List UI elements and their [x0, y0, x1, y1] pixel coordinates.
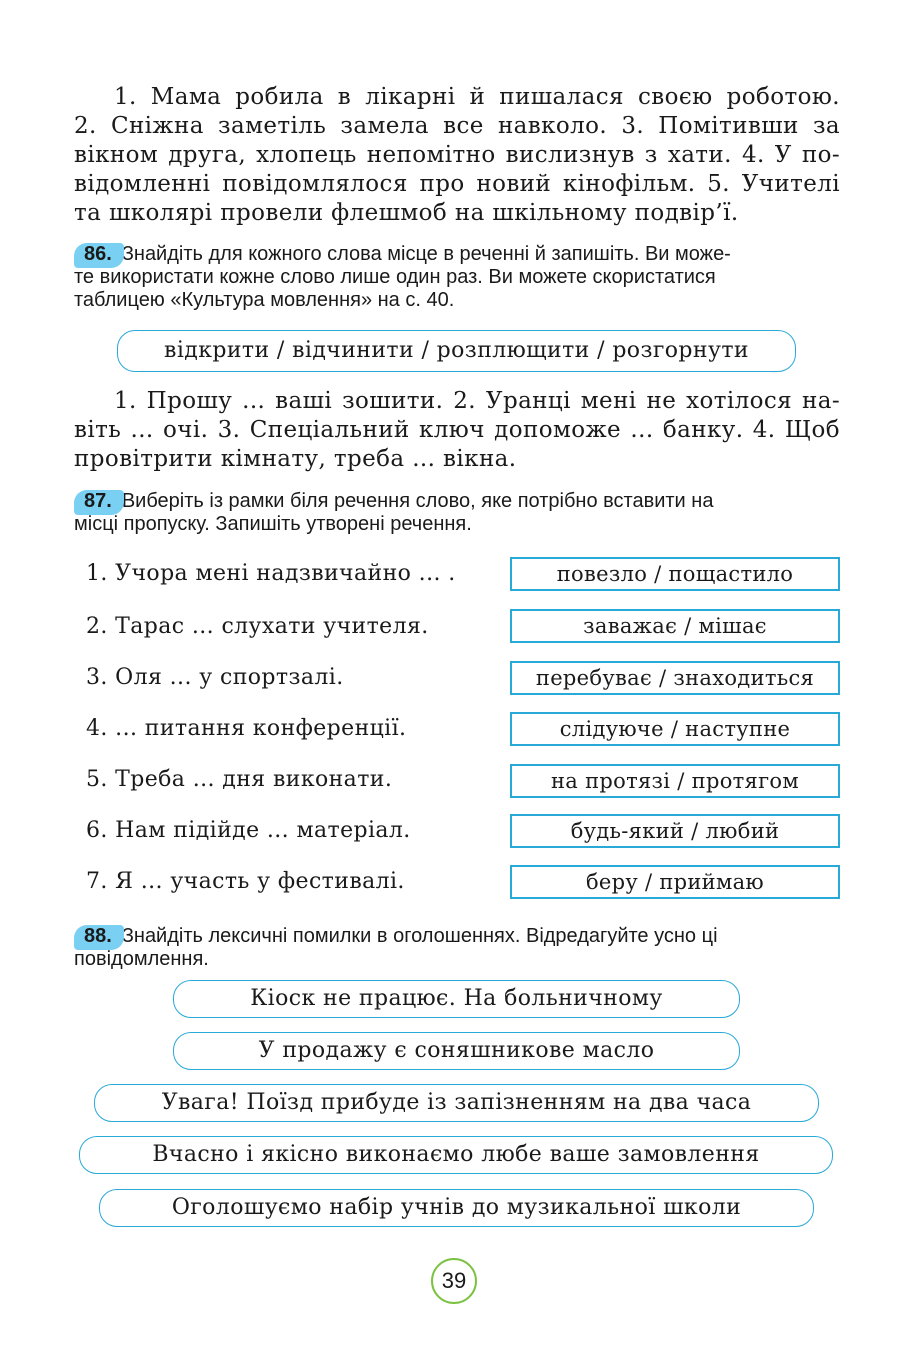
ex88-notice: Вчасно і якісно виконаємо любе ваше замовлення	[79, 1136, 833, 1174]
ex88-notice: Кіоск не працює. На больничному	[173, 980, 740, 1018]
ex86-task	[74, 243, 840, 312]
ex88-number-badge: 88.	[74, 925, 118, 948]
ex86-task-line	[74, 243, 840, 266]
ex87-sentence: 1. Учора мені надзвичайно ... .	[86, 561, 456, 586]
ex87-option-box: на протязі / протягом	[510, 764, 840, 798]
intro-line: вікном друга, хлопець непомітно вислизнув з хати. 4. У по-	[74, 142, 840, 168]
ex88-task-line-text: Знайдіть лексичні помилки в оголошеннях. Відредагуйте усно ці	[121, 925, 718, 947]
ex87-sentence: 7. Я ... участь у фестивалі.	[86, 869, 405, 894]
ex86-task-line: те використати кожне слово лише один раз. Ви можете скористатися	[74, 266, 716, 288]
ex87-sentence: 6. Нам підійде ... матеріал.	[86, 818, 411, 843]
ex86-task-line-text: Знайдіть для кожного слова місце в реченні й запишіть. Ви може-	[121, 243, 731, 265]
ex87-option-box: слідуюче / наступне	[510, 712, 840, 746]
intro-line: 1. Мама робила в лікарні й пишалася своєю роботою.	[114, 84, 840, 110]
ex87-sentence: 3. Оля ... у спортзалі.	[86, 665, 344, 690]
ex88-notice: Увага! Поїзд прибуде із запізненням на два часа	[94, 1084, 819, 1122]
ex87-option-box: беру / приймаю	[510, 865, 840, 899]
ex86-task-line: таблицею «Культура мовлення» на с. 40.	[74, 289, 455, 311]
intro-paragraph	[74, 83, 840, 228]
ex88-task-line: повідомлення.	[74, 948, 209, 970]
ex87-option-box: заважає / мішає	[510, 609, 840, 643]
ex87-number-badge: 87.	[74, 490, 118, 513]
ex87-option-box: повезло / пощастило	[510, 557, 840, 591]
ex86-word-box: відкрити / відчинити / розплющити / розгорнути	[117, 330, 796, 372]
ex86-number-badge: 86.	[74, 243, 118, 266]
ex87-option-box: будь-який / любий	[510, 814, 840, 848]
ex86-text	[74, 387, 840, 474]
ex88-notice: У продажу є соняшникове масло	[173, 1032, 740, 1070]
ex87-task-line: місці пропуску. Запишіть утворені речення.	[74, 513, 472, 535]
ex88-notice: Оголошуємо набір учнів до музикальної школи	[99, 1189, 814, 1227]
intro-line: відомленні повідомлялося про новий кінофільм. 5. Учителі	[74, 171, 840, 197]
ex87-task-line	[74, 490, 840, 513]
intro-line: та школярі провели флешмоб на шкільному подвір’ї.	[74, 200, 739, 226]
ex88-task-line	[74, 925, 840, 948]
ex87-option-box: перебуває / знаходиться	[510, 661, 840, 695]
ex87-task	[74, 490, 840, 536]
ex87-sentence: 4. ... питання конференції.	[86, 716, 407, 741]
intro-line: 2. Сніжна заметіль замела все навколо. 3. Помітивши за	[74, 113, 840, 139]
ex86-text-line: 1. Прошу ... ваші зошити. 2. Уранці мені не хотілося на-	[114, 388, 840, 414]
ex86-text-line: провітрити кімнату, треба ... вікна.	[74, 446, 517, 472]
ex87-sentence: 5. Треба ... дня виконати.	[86, 767, 393, 792]
page-number: 39	[431, 1258, 477, 1304]
ex88-task	[74, 925, 840, 971]
ex87-sentence: 2. Тарас ... слухати учителя.	[86, 614, 429, 639]
ex86-text-line: віть ... очі. 3. Спеціальний ключ допоможе ... банку. 4. Щоб	[74, 417, 840, 443]
ex87-task-line-text: Виберіть із рамки біля речення слово, яке потрібно вставити на	[121, 490, 714, 512]
